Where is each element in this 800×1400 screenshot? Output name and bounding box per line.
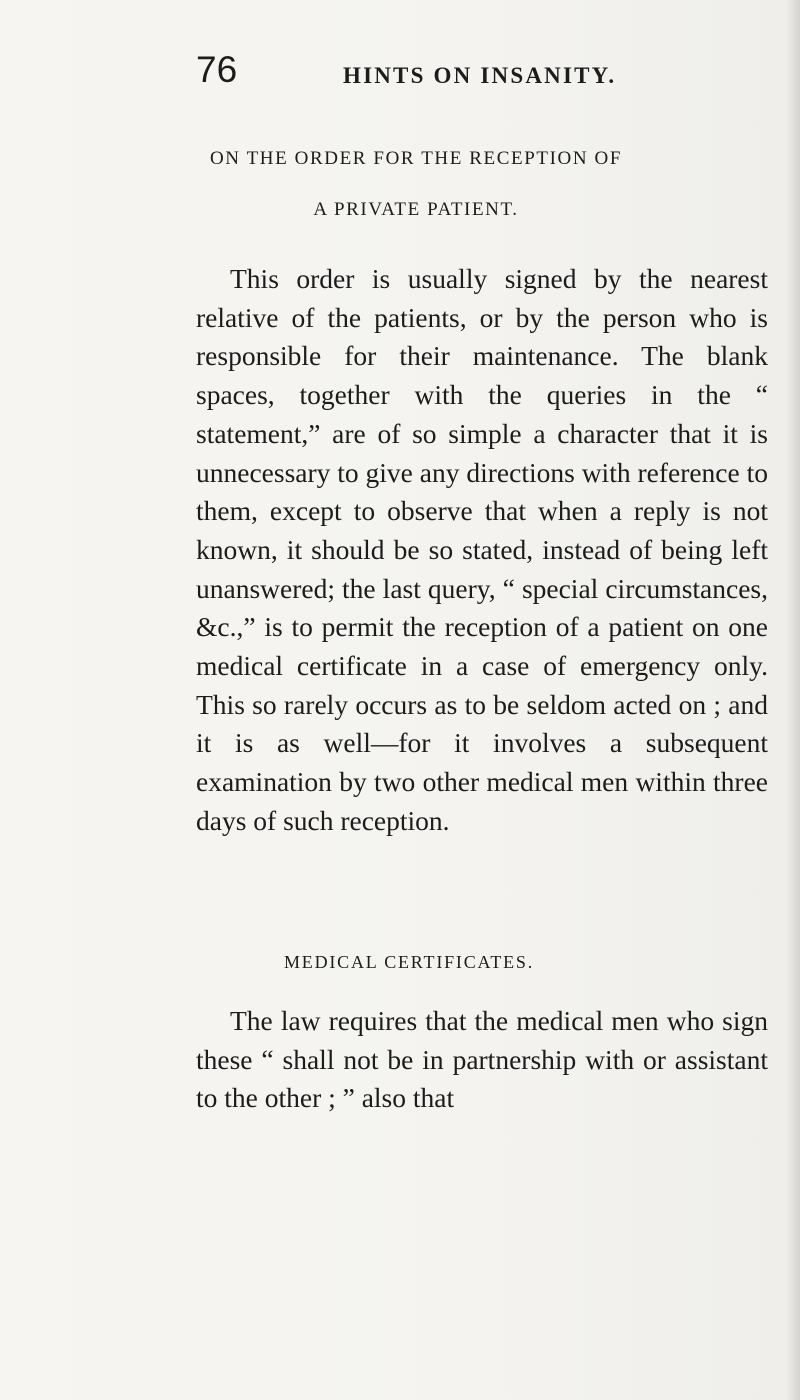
page-edge-shadow <box>786 0 800 1400</box>
page-header <box>0 46 800 94</box>
subheading-medical-certificates: MEDICAL CERTIFICATES. <box>283 952 535 972</box>
body-paragraph-order: This order is usually signed by the nearest relative of the patients, or by the person who is responsible for their maintenance. The blank spaces, together with the queries in the “ statement,” are of so simple a character that it is unnecessary to give any directions with reference to them, except to observe that when a reply is not known, it should be so stated, instead of being left unanswered; the last query, “ special circumstances, &c.,” is to permit the reception of a patient on one medical certificate in a case of emergency only. This so rarely occurs as to be seldom acted on ; and it is as well—for it involves a subsequent examination by two other medical men within three days of such reception. <box>196 263 768 836</box>
body-paragraph-certificates: The law requires that the medical men who sign these “ shall not be in partnership with or assistant to the other ; ” also that <box>196 1005 768 1114</box>
section-title-line-2: A PRIVATE PATIENT. <box>313 199 519 220</box>
page-number: 76 <box>196 49 238 90</box>
section-title-line-1: ON THE ORDER FOR THE RECEPTION OF <box>209 148 623 169</box>
running-head: HINTS ON INSANITY. <box>343 63 617 88</box>
